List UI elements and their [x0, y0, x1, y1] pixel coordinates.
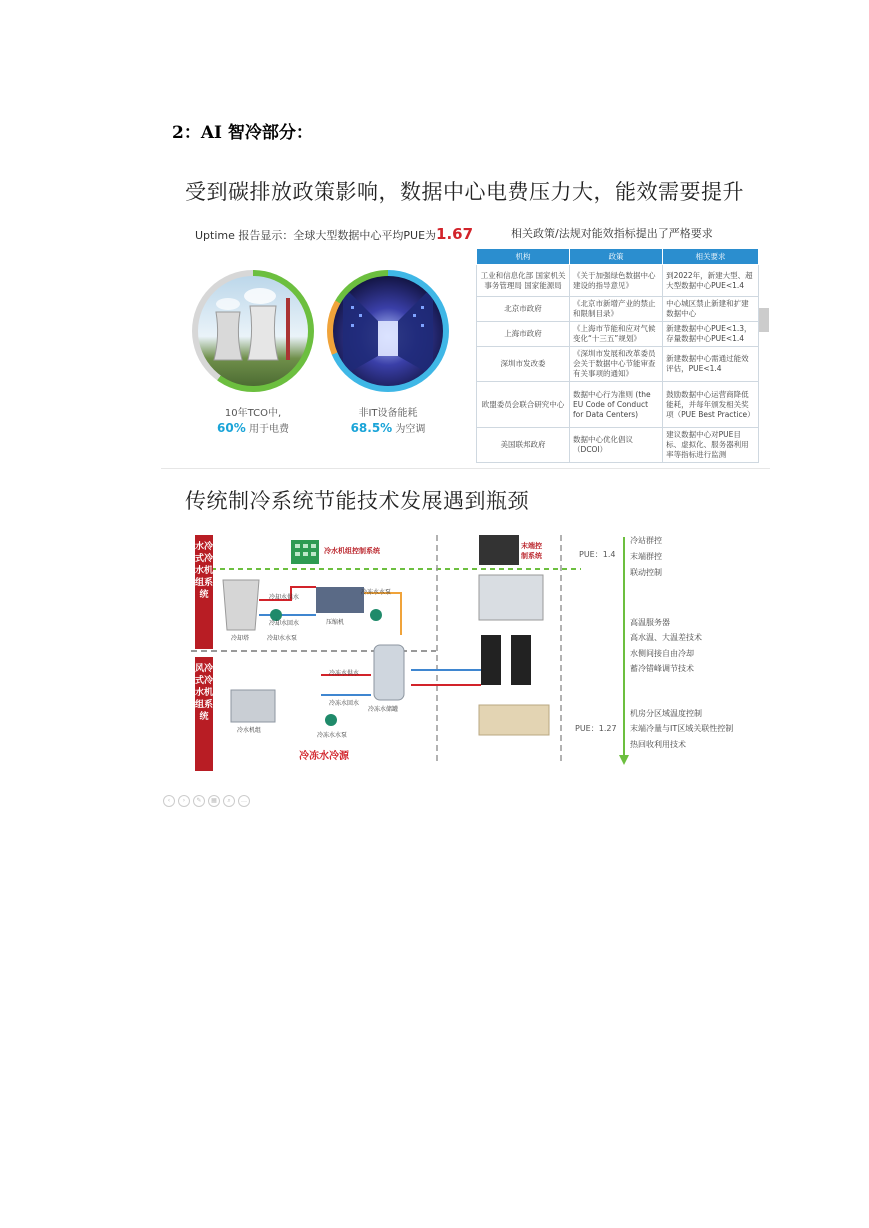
slide1-heading: 受到碳排放政策影响，数据中心电费压力大，能效需要提升 — [185, 180, 744, 204]
cell-org: 欧盟委员会联合研究中心 — [477, 382, 570, 428]
cell-policy: 《关于加强绿色数据中心建设的指导意见》 — [570, 265, 663, 297]
air-conditioner-shape-2 — [511, 635, 531, 685]
server-rack-icon — [333, 276, 443, 386]
tech-top-1: 末端群控 — [630, 552, 662, 561]
pump-icon — [370, 609, 382, 621]
pump1-label: 冷却水水泵 — [267, 635, 298, 642]
pump2-label: 冷冻水水泵 — [317, 732, 348, 739]
server-room-image — [333, 276, 443, 386]
cell-requirement: 建议数据中心对PUE目标、虚拟化、服务器利用率等指标进行监测 — [663, 428, 759, 463]
tech-mid-1: 高水温、大温差技术 — [630, 633, 702, 642]
cell-requirement: 到2022年，新建大型、超大型数据中心PUE<1.4 — [663, 265, 759, 297]
tower-label: 冷却塔 — [231, 635, 250, 642]
more-icon[interactable]: … — [238, 795, 250, 807]
table-row — [477, 382, 759, 428]
non-it-ring — [327, 270, 449, 392]
air-chiller-shape — [231, 690, 275, 722]
tech-top-0: 冷站群控 — [630, 536, 662, 545]
tank-shape — [374, 645, 404, 700]
chill-supply-label: 冷冻水供水 — [329, 670, 360, 677]
prev-icon[interactable]: ‹ — [163, 795, 175, 807]
tank-label: 冷冻水储罐 — [368, 706, 399, 713]
chilled-water-source-label: 冷冻水冷源 — [299, 751, 349, 762]
cool-supply-label: 冷却水供水 — [269, 594, 300, 601]
uptime-pue-value: 1.67 — [436, 225, 474, 243]
section-title: 2：AI 智冷部分： — [172, 123, 313, 143]
table-row — [477, 347, 759, 382]
cell-org: 上海市政府 — [477, 322, 570, 347]
tco-caption-line1: 10年TCO中, — [224, 408, 282, 419]
air-chiller-label: 风冷式冷水机组系统 — [195, 657, 213, 771]
slide-cooling-bottleneck — [161, 475, 770, 775]
air-conditioner-shape — [481, 635, 501, 685]
cell-requirement: 鼓励数据中心运营商降低能耗，并每年颁发相关奖项（PUE Best Practice） — [663, 382, 759, 428]
policy-table — [476, 248, 759, 463]
uptime-prefix: Uptime 报告显示：全球大型数据中心平均PUE为 — [195, 229, 437, 242]
cell-requirement: 新建数据中心PUE<1.3，存量数据中心PUE<1.4 — [663, 322, 759, 347]
table-row — [477, 428, 759, 463]
cell-org: 深圳市发改委 — [477, 347, 570, 382]
tech-mid-2: 水侧间接自由冷却 — [630, 649, 694, 658]
uptime-line — [195, 225, 473, 243]
next-icon[interactable]: › — [178, 795, 190, 807]
tech-mid-3: 蓄冷错峰调节技术 — [630, 664, 694, 673]
tco-ring — [192, 270, 314, 392]
pue-bottom: PUE：1.27 — [575, 724, 617, 733]
tech-top-2: 联动控制 — [630, 568, 662, 577]
chill-return-label: 冷冻水回水 — [329, 700, 360, 707]
progress-arrow-head — [619, 755, 629, 765]
chilled-pump-label: 冷冻水水泵 — [361, 589, 392, 596]
non-it-caption-line1: 非IT设备能耗 — [358, 408, 418, 419]
table-row — [477, 297, 759, 322]
table-row — [477, 322, 759, 347]
air-chiller-unit-label: 冷水机组 — [237, 727, 262, 734]
cell-policy: 《深圳市发展和改革委员会关于数据中心节能审查有关事项的通知》 — [570, 347, 663, 382]
cooling-tower-image — [198, 276, 308, 386]
cell-org: 美国联邦政府 — [477, 428, 570, 463]
tech-bottom-0: 机房分区域温度控制 — [630, 709, 702, 718]
cell-policy: 《上海市节能和应对气候变化“十三五”规划》 — [570, 322, 663, 347]
pipe-orange — [364, 593, 401, 635]
cooling-tower-icon — [198, 276, 308, 386]
cell-policy: 数据中心优化倡议（DCOI） — [570, 428, 663, 463]
pue-top: PUE：1.4 — [579, 550, 616, 559]
header-policy: 政策 — [570, 249, 663, 265]
zoom-icon[interactable]: ⌕ — [223, 795, 235, 807]
end-control-screen — [479, 535, 519, 565]
tech-bottom-2: 热回收利用技术 — [630, 740, 686, 749]
ceiling-unit-shape — [479, 705, 549, 735]
policy-table-header — [477, 249, 759, 265]
header-requirement: 相关要求 — [663, 249, 759, 265]
tco-caption — [192, 406, 314, 437]
non-it-caption — [327, 406, 449, 437]
water-chiller-label: 水冷式冷水机组系统 — [195, 535, 213, 649]
slide2-heading: 传统制冷系统节能技术发展遇到瓶颈 — [185, 489, 529, 513]
cell-org: 北京市政府 — [477, 297, 570, 322]
slide-energy-policy — [161, 168, 770, 469]
tech-bottom-1: 末端冷量与IT区域关联性控制 — [630, 724, 734, 733]
cell-org: 工业和信息化部 国家机关事务管理局 国家能源局 — [477, 265, 570, 297]
cell-policy: 《北京市新增产业的禁止和限制目录》 — [570, 297, 663, 322]
slide-nav-tab[interactable] — [759, 308, 769, 332]
policy-heading: 相关政策/法规对能效指标提出了严格要求 — [511, 227, 713, 240]
cool-return-label: 冷却水回水 — [269, 620, 300, 627]
tech-mid-0: 高温服务器 — [630, 618, 670, 627]
cell-requirement: 中心城区禁止新建和扩建数据中心 — [663, 297, 759, 322]
non-it-percent: 68.5% — [350, 421, 393, 435]
end-control-label: 末端控制系统 — [521, 542, 542, 560]
table-row — [477, 265, 759, 297]
compressor-shape — [316, 587, 364, 613]
grid-icon[interactable]: ▦ — [208, 795, 220, 807]
rack-group-shape — [479, 575, 543, 620]
cooling-tower-shape — [223, 580, 259, 630]
tco-percent: 60% — [217, 421, 246, 435]
cell-policy: 数据中心行为准则 (the EU Code of Conduct for Data Centers) — [570, 382, 663, 428]
header-org: 机构 — [477, 249, 570, 265]
compressor-label: 压缩机 — [326, 619, 345, 626]
control-box-label: 冷水机组控制系统 — [324, 547, 380, 555]
cell-requirement: 新建数据中心需通过能效评估，PUE<1.4 — [663, 347, 759, 382]
non-it-suffix: 为空调 — [395, 424, 426, 435]
tco-suffix: 用于电费 — [248, 424, 289, 435]
pen-icon[interactable]: ✎ — [193, 795, 205, 807]
pump-icon — [325, 714, 337, 726]
slide-toolbar — [163, 795, 250, 807]
